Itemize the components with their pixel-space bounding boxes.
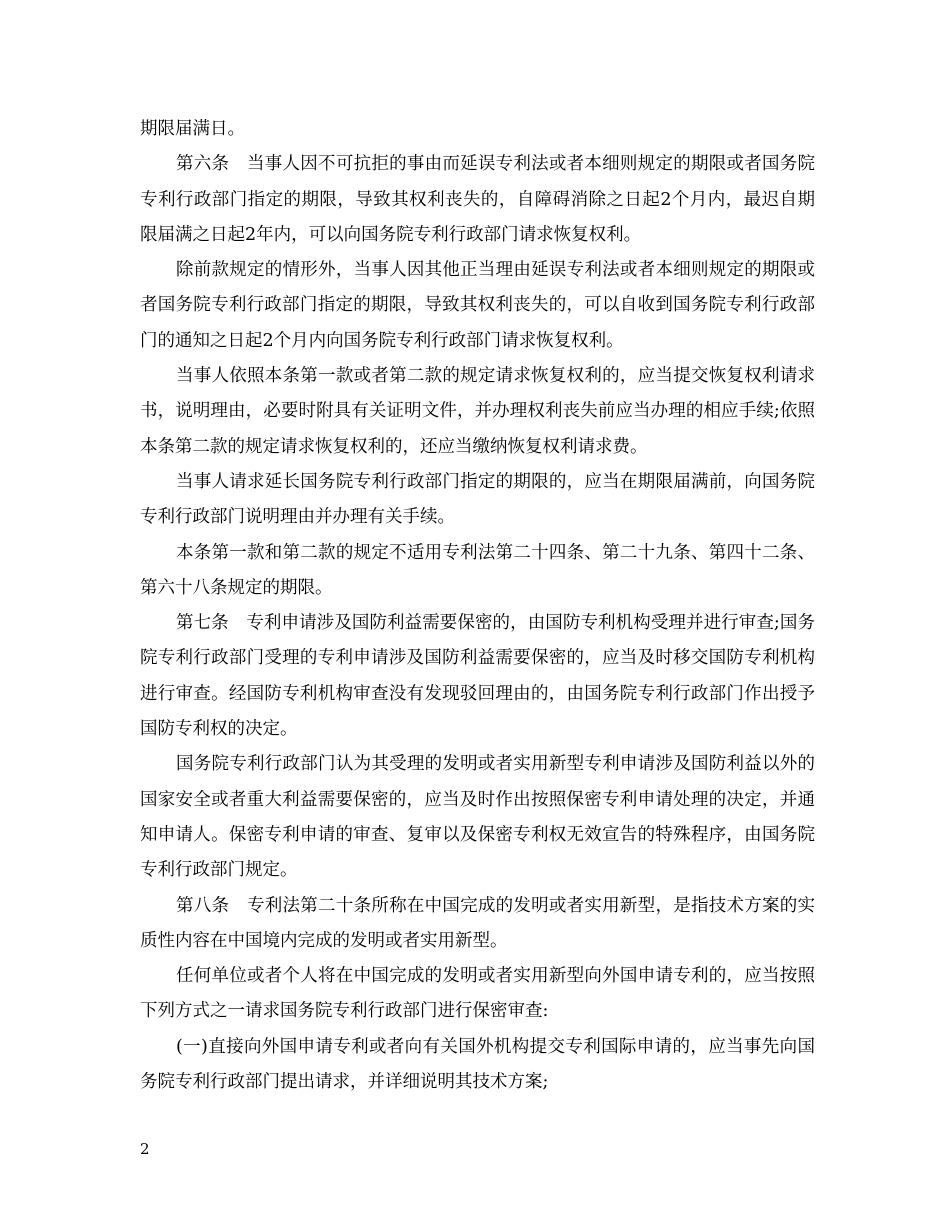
paragraph-continuation: 期限届满日。 bbox=[140, 119, 245, 139]
paragraph: 本条第一款和第二款的规定不适用专利法第二十四条、第二十九条、第四十二条、第六十八条规定的期限。 bbox=[140, 542, 815, 598]
page-number: 2 bbox=[140, 1140, 150, 1158]
document-body bbox=[140, 112, 815, 1100]
paragraph-item-1: (一)直接向外国申请专利或者向有关国外机构提交专利国际申请的，应当事先向国务院专利行政部门提出请求，并详细说明其技术方案; bbox=[140, 1036, 815, 1093]
paragraph: 国务院专利行政部门认为其受理的发明或者实用新型专利申请涉及国防利益以外的国家安全或者重大利益需要保密的，应当及时作出按照保密专利申请处理的决定，并通知申请人。保密专利申请的审查、复审以及保密专利权无效宣告的特殊程序，由国务院专利行政部门规定。 bbox=[140, 754, 815, 881]
paragraph-article-7: 第七条 专利申请涉及国防利益需要保密的，由国防专利机构受理并进行审查;国务院专利行政部门受理的专利申请涉及国防利益需要保密的，应当及时移交国防专利机构进行审查。经国防专利机构审查没有发现驳回理由的，由国务院专利行政部门作出授予国防专利权的决定。 bbox=[140, 613, 815, 740]
paragraph: 除前款规定的情形外，当事人因其他正当理由延误专利法或者本细则规定的期限或者国务院专利行政部门指定的期限，导致其权利丧失的，可以自收到国务院专利行政部门的通知之日起2个月内向国务院专利行政部门请求恢复权利。 bbox=[140, 260, 815, 351]
paragraph-article-6: 第六条 当事人因不可抗拒的事由而延误专利法或者本细则规定的期限或者国务院专利行政部门指定的期限，导致其权利丧失的，自障碍消除之日起2个月内，最迟自期限届满之日起2年内，可以向国务院专利行政部门请求恢复权利。 bbox=[140, 154, 815, 245]
paragraph-article-8: 第八条 专利法第二十条所称在中国完成的发明或者实用新型，是指技术方案的实质性内容在中国境内完成的发明或者实用新型。 bbox=[140, 895, 815, 951]
paragraph: 当事人依照本条第一款或者第二款的规定请求恢复权利的，应当提交恢复权利请求书，说明理由，必要时附具有关证明文件，并办理权利丧失前应当办理的相应手续;依照本条第二款的规定请求恢复权利的，还应当缴纳恢复权利请求费。 bbox=[140, 366, 815, 457]
paragraph: 任何单位或者个人将在中国完成的发明或者实用新型向外国申请专利的，应当按照下列方式之一请求国务院专利行政部门进行保密审查: bbox=[140, 966, 815, 1022]
paragraph: 当事人请求延长国务院专利行政部门指定的期限的，应当在期限届满前，向国务院专利行政部门说明理由并办理有关手续。 bbox=[140, 471, 815, 528]
